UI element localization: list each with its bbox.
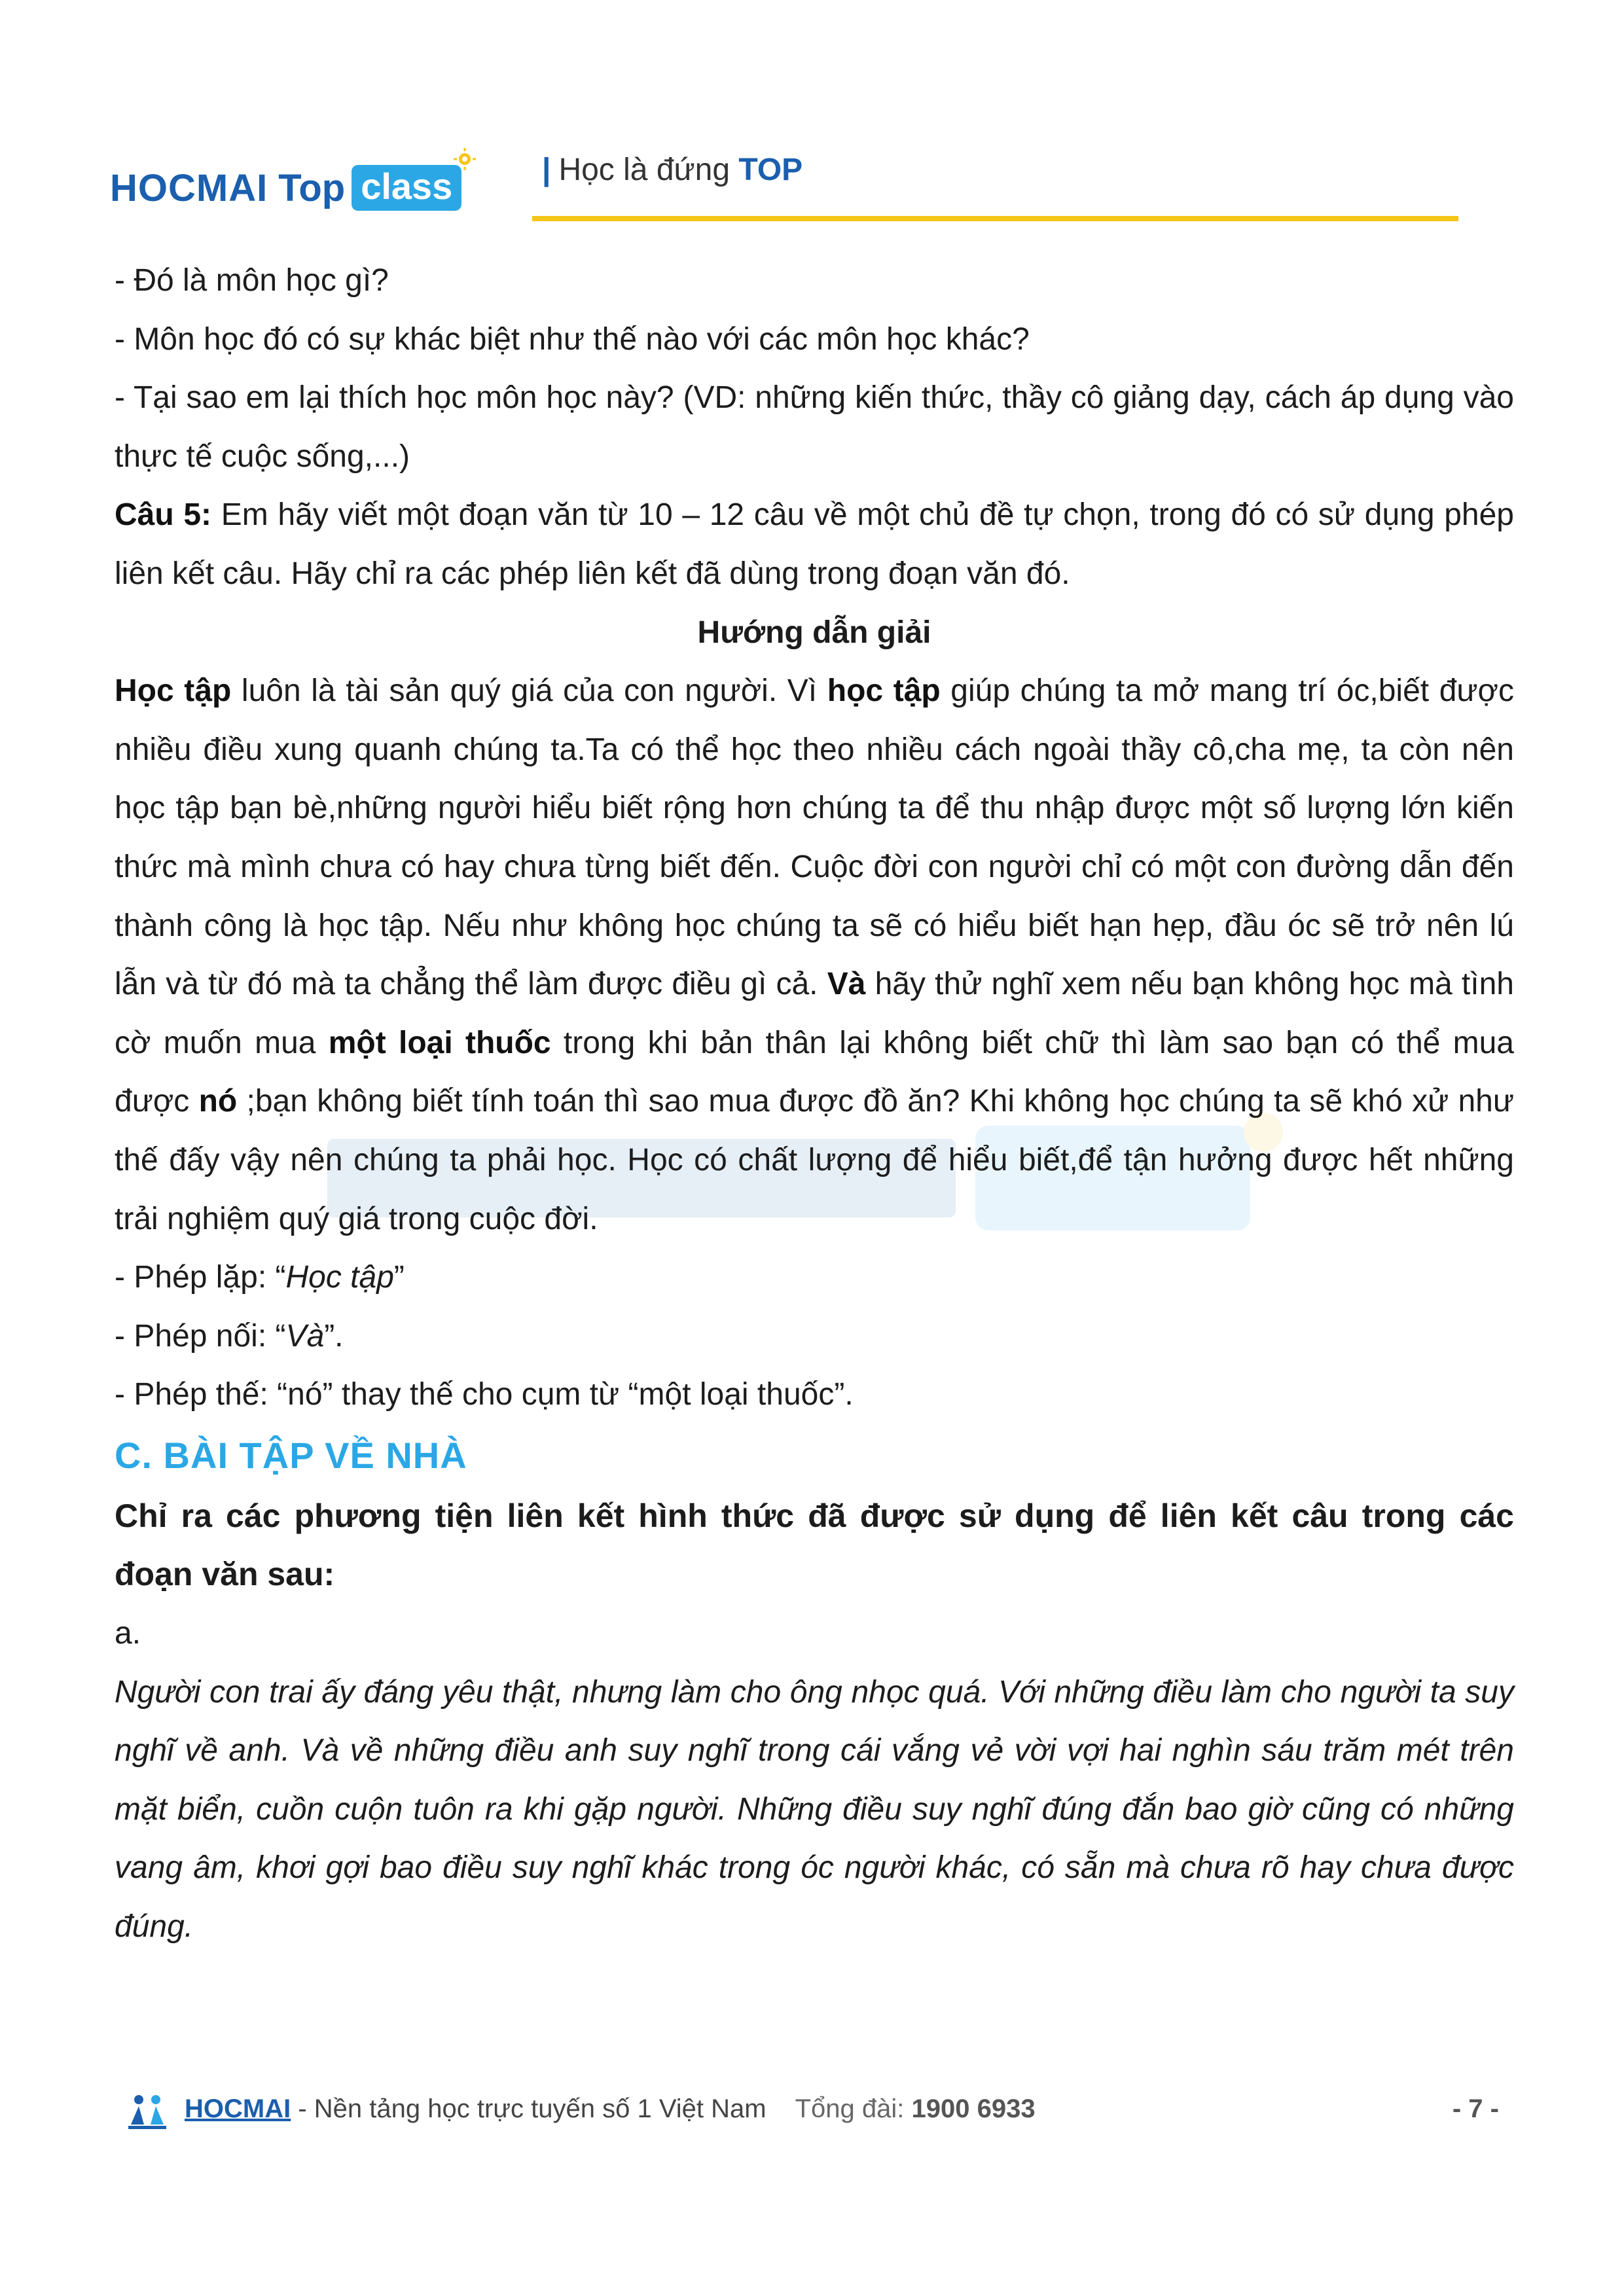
question-line-2: - Môn học đó có sự khác biệt như thế nào với các môn học khác?: [115, 321, 1030, 357]
header-underline: [532, 216, 1458, 221]
footer-phone: 1900 6933: [911, 2094, 1036, 2123]
section-c-heading: C. BÀI TẬP VỀ NHÀ: [115, 1434, 467, 1476]
slogan-text: Học là đứng: [558, 152, 731, 187]
rule-lap-word: Học tập: [285, 1260, 394, 1295]
logo-class-text: class: [361, 166, 453, 207]
rule-the: - Phép thế: “nó” thay thế cho cụm từ “một loại thuốc”.: [115, 1377, 854, 1412]
para-text-8: trong khi bản thân lại không biết chữ thì làm sao bạn có thể mua được: [115, 1025, 1514, 1119]
rule-lap-suffix: ”: [393, 1260, 405, 1295]
footer-text: [185, 2094, 1036, 2124]
rule-noi-word: Và: [285, 1318, 325, 1354]
homework-question: Chỉ ra các phương tiện liên kết hình thức đã được sử dụng để liên kết câu trong các đoạn văn sau:: [115, 1497, 1514, 1593]
para-text-10: ;bạn không biết tính toán thì sao mua được đồ ăn? Khi không học chúng ta sẽ khó xử như thế đấy vậy nên chúng ta phải học. Học có chất lượng để hiểu biết,để tận hưởng được hết những trải nghiệm quý giá trong cuộc đời.: [115, 1084, 1515, 1236]
document-body: [115, 251, 1514, 1956]
para-bold-mot-loai-thuoc: một loại thuốc: [328, 1025, 551, 1060]
homework-item-a-label: a.: [115, 1616, 141, 1651]
sun-icon: [454, 148, 476, 170]
para-bold-hoc-tap-1: Học tập: [115, 673, 232, 709]
para-bold-hoc-tap-2: học tập: [827, 673, 941, 709]
slogan-top: TOP: [738, 152, 803, 187]
para-bold-no: nó: [198, 1084, 238, 1119]
cau5-label: Câu 5:: [115, 497, 212, 533]
footer-brand-link[interactable]: HOCMAI: [185, 2094, 291, 2123]
guide-title: Hướng dẫn giải: [697, 615, 931, 650]
rule-lap-prefix: - Phép lặp: “: [115, 1260, 286, 1295]
hocmai-topclass-logo: [110, 158, 461, 217]
rule-lap: [115, 1248, 1514, 1307]
hocmai-footer-icon: [124, 2092, 170, 2131]
para-bold-va: Và: [827, 967, 866, 1002]
footer-tagline: - Nền tảng học trực tuyến số 1 Việt Nam: [291, 2094, 767, 2123]
cau5-text: Em hãy viết một đoạn văn từ 10 – 12 câu về một chủ đề tự chọn, trong đó có sử dụng phép liên kết câu. Hãy chỉ ra các phép liên kết đã dùng trong đoạn văn đó.: [115, 497, 1514, 591]
para-text-6: hãy thử nghĩ xem nếu bạn không học mà tình cờ muốn mua: [115, 967, 1514, 1060]
question-line-3: - Tại sao em lại thích học môn học này? (VD: những kiến thức, thầy cô giảng dạy, cách áp dụng vào thực tế cuộc sống,...): [115, 380, 1514, 474]
page-number: - 7 -: [1452, 2094, 1499, 2123]
slogan-divider: |: [542, 152, 551, 187]
logo-class-badge: [352, 165, 461, 211]
page-header: [110, 139, 1458, 237]
sample-paragraph: [115, 662, 1514, 1248]
para-text-2: luôn là tài sản quý giá của con người. Vì: [231, 673, 827, 709]
homework-item-a-text: Người con trai ấy đáng yêu thật, nhưng làm cho ông nhọc quá. Với những điều làm cho người ta suy nghĩ về anh. Và về những điều anh suy nghĩ trong cái vắng vẻ vời vợi hai nghìn sáu trăm mét trên mặt biển, cuồn cuộn tuôn ra khi gặp người. Những điều suy nghĩ đúng đắn bao giờ cũng có những vang âm, khơi gợi bao điều suy nghĩ khác trong óc người khác, có sẵn mà chưa rõ hay chưa được đúng.: [115, 1674, 1514, 1945]
page-footer: [124, 2088, 1499, 2140]
footer-phone-label: Tổng đài:: [795, 2094, 912, 2123]
header-slogan: [542, 152, 803, 188]
rule-noi: [115, 1307, 1514, 1366]
para-text-4: giúp chúng ta mở mang trí óc,biết được nhiều điều xung quanh chúng ta.Ta có thể học theo nhiều cách ngoài thầy cô,cha mẹ, ta còn nên học tập bạn bè,những người hiểu biết rộng hơn chúng ta để thu nhập được một số lượng lớn kiến thức mà mình chưa có hay chưa từng biết đến. Cuộc đời con người chỉ có một con đường dẫn đến thành công là học tập. Nếu như không học chúng ta sẽ có hiểu biết hạn hẹp, đầu óc sẽ trở nên lú lẫn và từ đó mà ta chẳng thể làm được điều gì cả.: [115, 673, 1515, 1002]
rule-noi-prefix: - Phép nối: “: [115, 1318, 286, 1354]
logo-top-text: Top: [278, 166, 346, 209]
cau5-paragraph: [115, 486, 1514, 603]
logo-hocmai-text: HOCMAI: [110, 166, 268, 209]
question-line-1: - Đó là môn học gì?: [115, 263, 389, 298]
rule-noi-suffix: ”.: [324, 1318, 344, 1354]
